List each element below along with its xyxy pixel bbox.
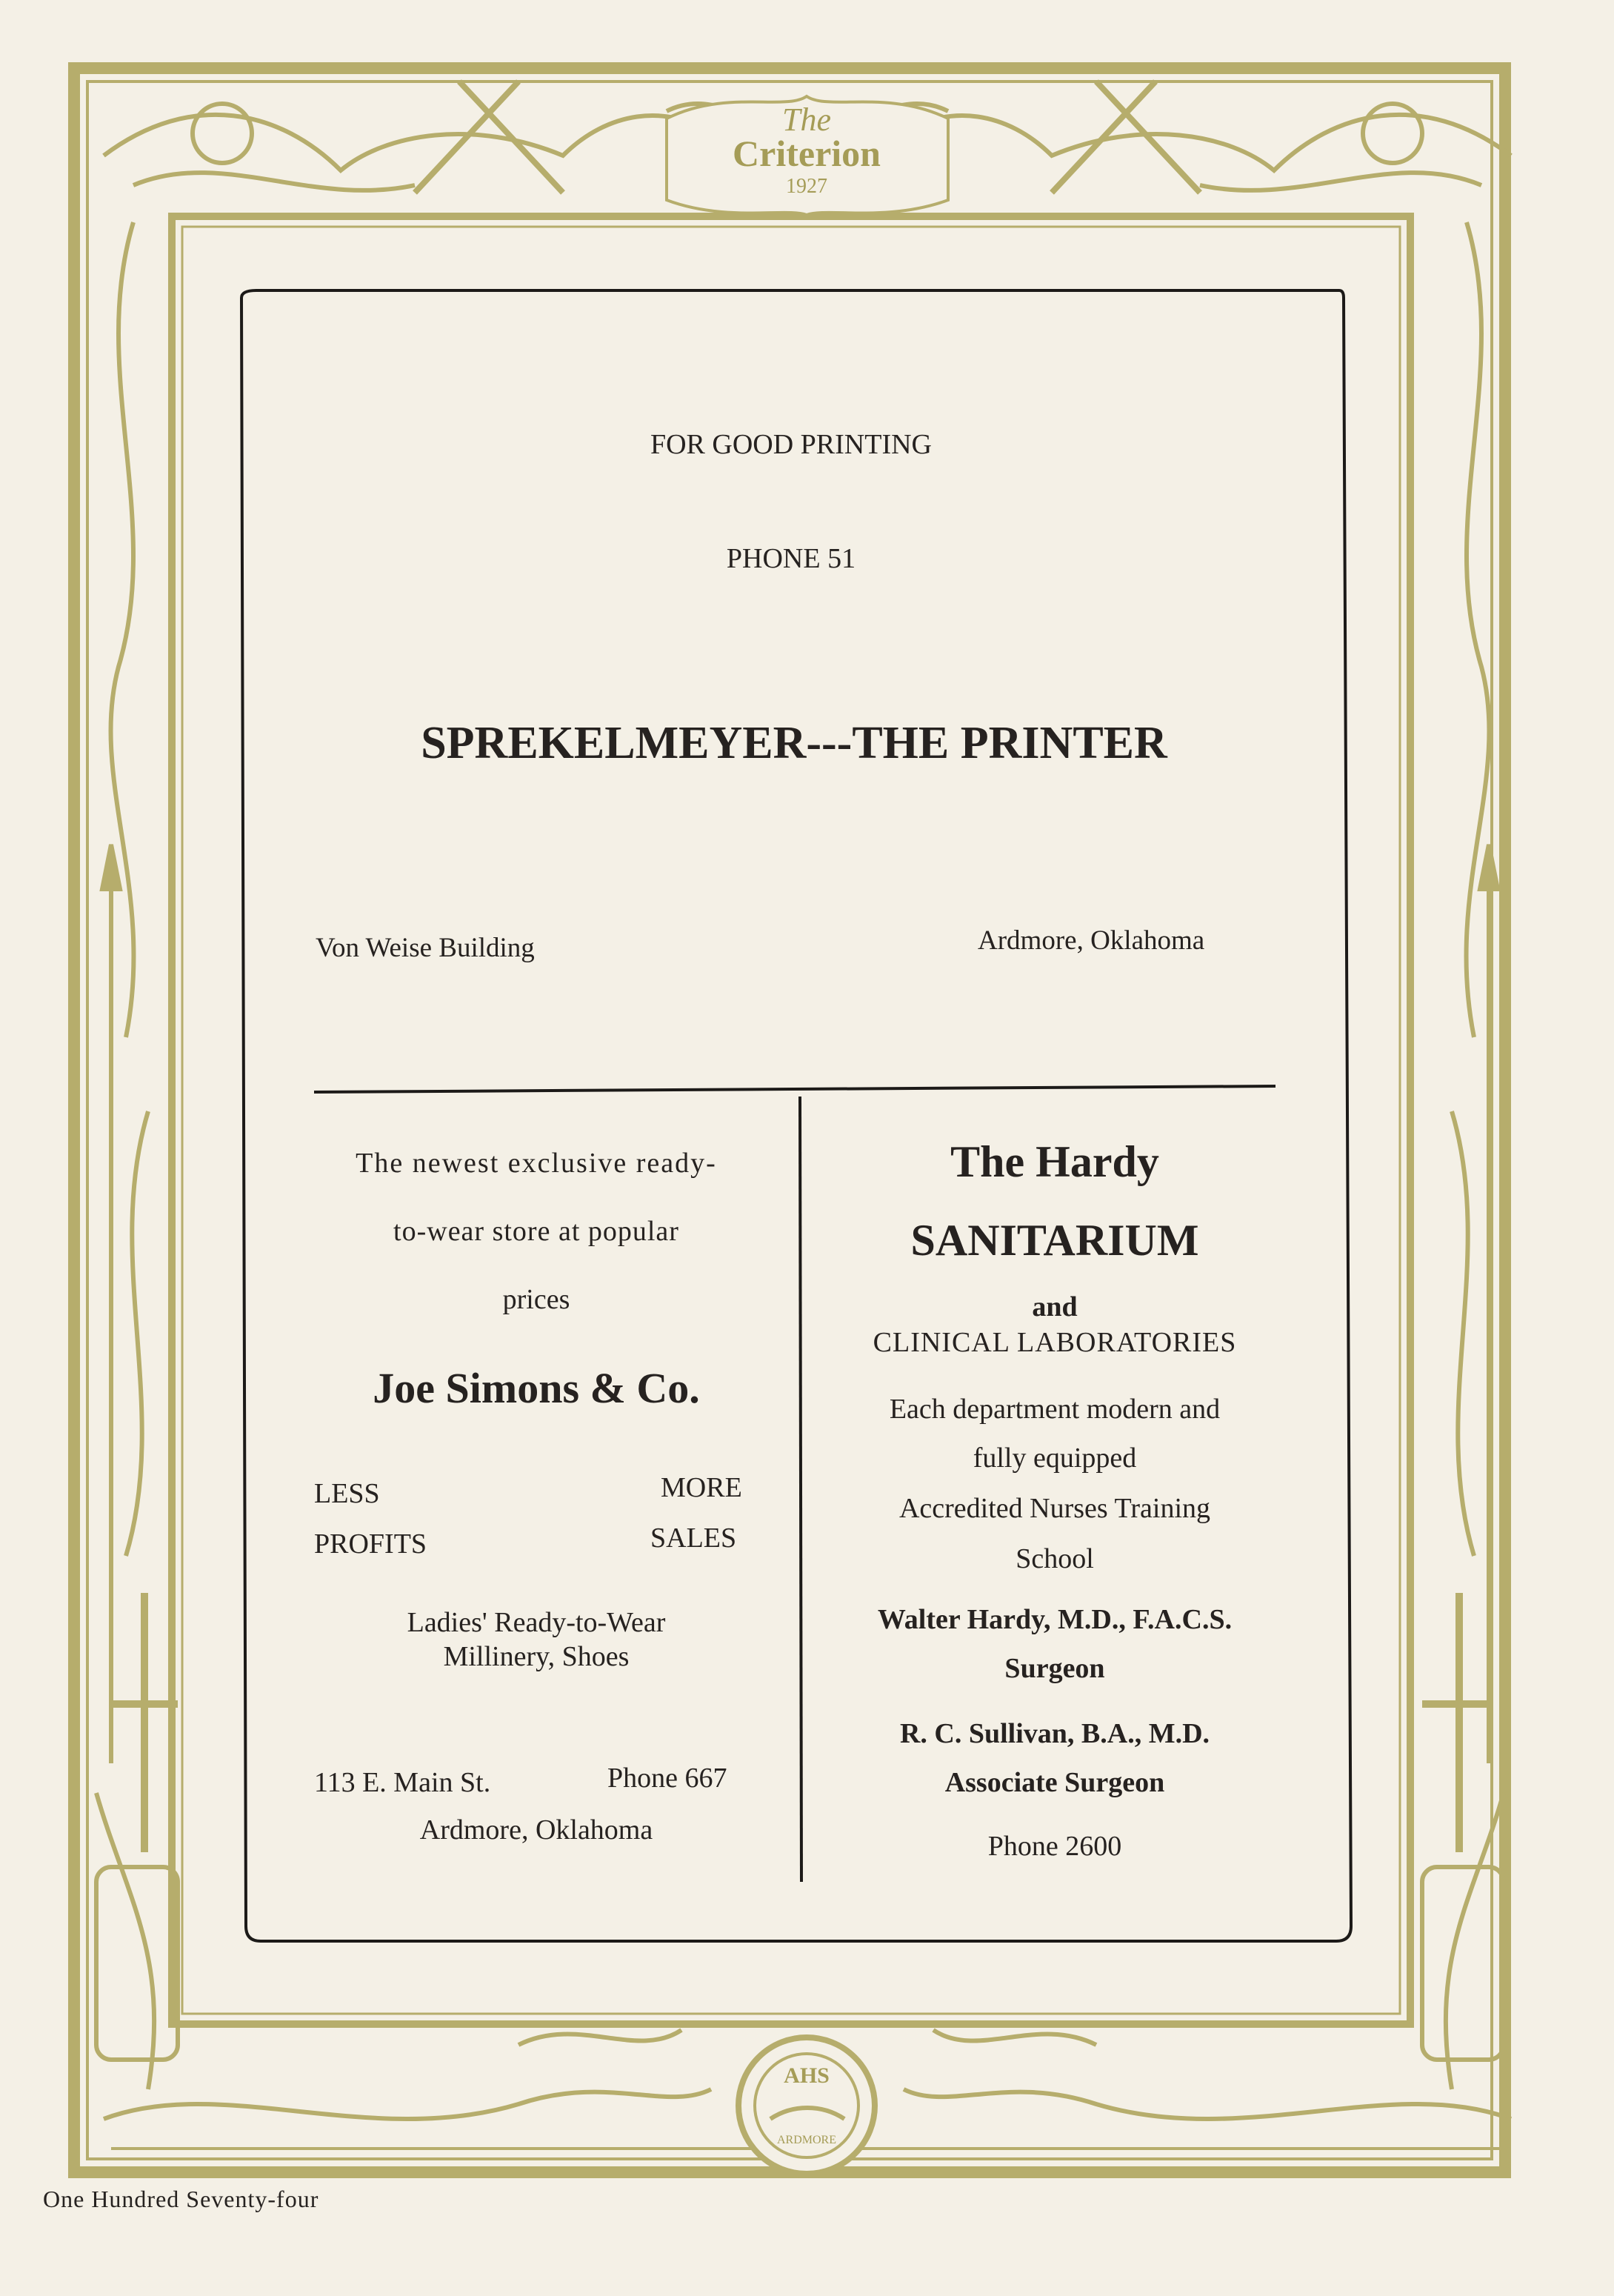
simons-city: Ardmore, Oklahoma — [419, 1814, 653, 1846]
simons-tagline-3: prices — [502, 1284, 570, 1315]
hardy-doctor-1: Walter Hardy, M.D., F.A.C.S. — [877, 1604, 1233, 1635]
printer-address-left: Von Weise Building — [316, 933, 535, 963]
emblem-motto: ARDMORE — [776, 2134, 837, 2146]
hardy-title-1: The Hardy — [950, 1137, 1159, 1186]
hardy-doctor-2-role: Associate Surgeon — [944, 1767, 1165, 1798]
simons-tagline-1: The newest exclusive ready- — [356, 1148, 717, 1179]
simons-tagline-2: to-wear store at popular — [393, 1216, 679, 1247]
criterion-header-year: 1927 — [786, 175, 827, 198]
simons-sales: SALES — [650, 1523, 737, 1554]
hardy-doctor-2: R. C. Sullivan, B.A., M.D. — [899, 1718, 1210, 1749]
hardy-doctor-1-role: Surgeon — [1004, 1653, 1105, 1684]
printer-line1: FOR GOOD PRINTING — [650, 429, 933, 460]
simons-more: MORE — [661, 1472, 742, 1503]
printer-line2: PHONE 51 — [726, 543, 856, 574]
simons-name: Joe Simons & Co. — [373, 1364, 700, 1412]
left-side-ornament — [96, 222, 178, 2089]
criterion-header-the: The — [782, 102, 831, 138]
criterion-header-title: Criterion — [733, 133, 881, 174]
printer-address-right: Ardmore, Oklahoma — [978, 925, 1205, 956]
border-inner — [172, 216, 1410, 2024]
divider-vertical — [800, 1097, 801, 1882]
simons-goods-1: Ladies' Ready-to-Wear — [407, 1607, 666, 1638]
hardy-phone: Phone 2600 — [987, 1831, 1122, 1862]
hardy-desc-3: Accredited Nurses Training — [898, 1493, 1211, 1524]
hardy-title-2: SANITARIUM — [910, 1216, 1199, 1265]
hardy-desc-2: fully equipped — [973, 1443, 1137, 1474]
hardy-and: and — [1032, 1291, 1078, 1322]
simons-profits: PROFITS — [314, 1528, 427, 1560]
hardy-labs: CLINICAL LABORATORIES — [873, 1327, 1237, 1358]
hardy-desc-4: School — [1016, 1543, 1094, 1574]
ahs-seal-icon — [738, 2037, 875, 2174]
simons-goods-2: Millinery, Shoes — [443, 1641, 630, 1672]
hardy-desc-1: Each department modern and — [889, 1394, 1221, 1425]
emblem-label: AHS — [784, 2063, 830, 2088]
simons-street: 113 E. Main St. — [314, 1767, 491, 1798]
simons-phone: Phone 667 — [607, 1763, 727, 1794]
printer-headline: SPREKELMEYER---THE PRINTER — [421, 718, 1167, 768]
simons-less: LESS — [314, 1478, 380, 1509]
page-number: One Hundred Seventy-four — [43, 2186, 319, 2212]
